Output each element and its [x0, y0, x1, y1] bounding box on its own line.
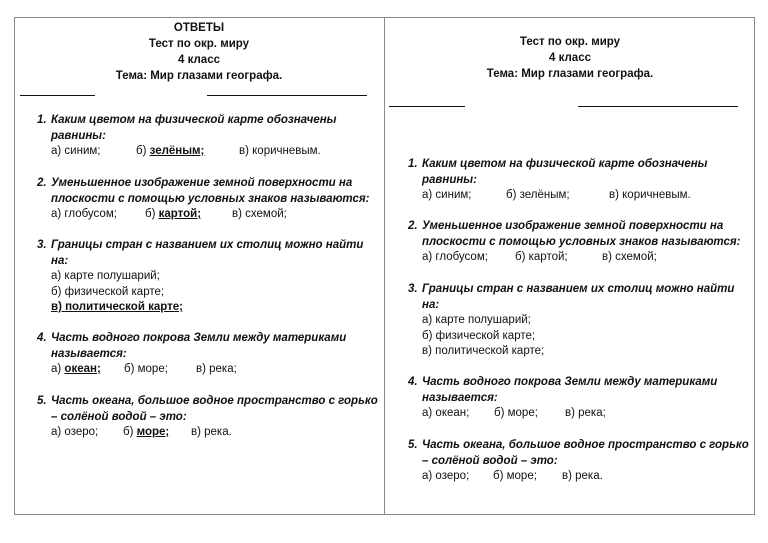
option-a: а) глобусом;	[51, 208, 117, 220]
right-question-4	[408, 375, 752, 422]
question-text: Каким цветом на физической карте обозначены	[51, 114, 337, 126]
options-row	[51, 144, 381, 160]
option-c: в) река;	[565, 407, 606, 419]
option-c: в) схемой;	[602, 251, 657, 263]
correct-answer: океан;	[64, 363, 101, 375]
left-question-2	[37, 176, 381, 223]
question-number: 5.	[37, 395, 47, 407]
left-question-4	[37, 331, 381, 378]
option-b: б) картой;	[145, 208, 202, 220]
options-row	[51, 425, 381, 441]
question-text: называется:	[51, 347, 127, 360]
question-text: называется:	[422, 391, 498, 404]
right-class-line	[578, 106, 738, 107]
option-a: а) карте полушарий;	[422, 314, 531, 326]
options-row	[51, 362, 381, 378]
option-b: б) море;	[493, 470, 537, 482]
options-row	[422, 188, 752, 204]
left-name-line	[20, 95, 95, 96]
option-b: б) картой;	[515, 251, 568, 263]
question-text: Часть водного покрова Земли между материками	[422, 376, 718, 388]
option-a: а) океан;	[51, 363, 101, 375]
left-class-line	[207, 95, 367, 96]
option-c: в) схемой;	[232, 208, 287, 220]
option-a: а) карте полушарий;	[51, 270, 160, 282]
option-c: в) коричневым.	[239, 145, 321, 157]
option-c: в) река.	[562, 470, 603, 482]
option-c: в) коричневым.	[609, 189, 691, 201]
option-c: в) политической карте;	[51, 301, 183, 313]
left-header-line: ОТВЕТЫ	[173, 22, 225, 34]
left-header-line: Тест по окр. миру	[148, 38, 250, 50]
question-text: Часть водного покрова Земли между материками	[51, 332, 347, 344]
question-text: – солёной водой – это:	[51, 410, 187, 423]
right-header-line: Тест по окр. миру	[519, 36, 621, 48]
question-text: плоскости с помощью условных знаков называются:	[51, 192, 370, 205]
option-a: а) синим;	[51, 145, 101, 157]
correct-answer: зелёным;	[149, 145, 205, 157]
option-a: а) синим;	[422, 189, 472, 201]
question-text: Границы стран с названием их столиц можно найти	[51, 239, 364, 251]
options-row	[422, 406, 752, 422]
question-number: 1.	[408, 158, 418, 170]
question-number: 3.	[408, 283, 418, 295]
options-row	[422, 469, 752, 485]
question-text: плоскости с помощью условных знаков называются:	[422, 235, 741, 248]
option-b: б) море;	[124, 363, 168, 375]
option-b: б) зелёным;	[136, 145, 205, 157]
question-text: Часть океана, большое водное пространство с горько	[51, 395, 378, 407]
question-number: 2.	[37, 177, 47, 189]
left-question-1	[37, 113, 381, 160]
correct-answer: картой;	[158, 208, 202, 220]
right-name-line	[389, 106, 465, 107]
right-header-line: Тема: Мир глазами географа.	[486, 68, 654, 80]
left-header	[14, 20, 384, 84]
question-text: Часть океана, большое водное пространство с горько	[422, 439, 749, 451]
question-text: равнины:	[422, 173, 477, 186]
question-text: Уменьшенное изображение земной поверхности на	[51, 177, 353, 189]
option-b: б) физической карте;	[51, 285, 165, 298]
correct-answer: море;	[136, 426, 170, 438]
question-number: 2.	[408, 220, 418, 232]
option-a: а) озеро;	[422, 470, 470, 482]
question-number: 1.	[37, 114, 47, 126]
right-question-2	[408, 219, 752, 266]
option-a: а) озеро;	[51, 426, 99, 438]
question-text: на:	[51, 254, 69, 267]
question-number: 4.	[37, 332, 47, 344]
right-question-3	[408, 282, 752, 360]
question-text: Уменьшенное изображение земной поверхности на	[422, 220, 724, 232]
options-row	[422, 250, 752, 266]
question-number: 5.	[408, 439, 418, 451]
option-c: в) политической карте;	[422, 345, 545, 357]
option-a: а) океан;	[422, 407, 470, 419]
correct-answer: политической карте;	[65, 301, 183, 313]
left-header-line: 4 класс	[178, 54, 220, 66]
question-text: – солёной водой – это:	[422, 454, 558, 467]
question-text: на:	[422, 298, 440, 311]
option-b: б) физической карте;	[422, 329, 536, 342]
column-divider	[384, 17, 385, 515]
question-number: 3.	[37, 239, 47, 251]
right-question-1	[408, 157, 752, 204]
option-a: а) глобусом;	[422, 251, 488, 263]
right-question-5	[408, 438, 752, 485]
question-number: 4.	[408, 376, 418, 388]
left-question-5	[37, 394, 381, 441]
options-row	[51, 207, 381, 223]
option-b: б) море;	[494, 407, 538, 419]
question-text: Границы стран с названием их столиц можно найти	[422, 283, 735, 295]
left-question-3	[37, 238, 381, 316]
option-b: б) зелёным;	[506, 189, 570, 201]
right-header-line: 4 класс	[549, 52, 591, 64]
option-b: б) море;	[123, 426, 170, 438]
question-text: равнины:	[51, 129, 106, 142]
left-header-line: Тема: Мир глазами географа.	[115, 70, 283, 82]
question-text: Каким цветом на физической карте обозначены	[422, 158, 708, 170]
option-c: в) река;	[196, 363, 237, 375]
option-c: в) река.	[191, 426, 232, 438]
right-header	[385, 34, 755, 82]
